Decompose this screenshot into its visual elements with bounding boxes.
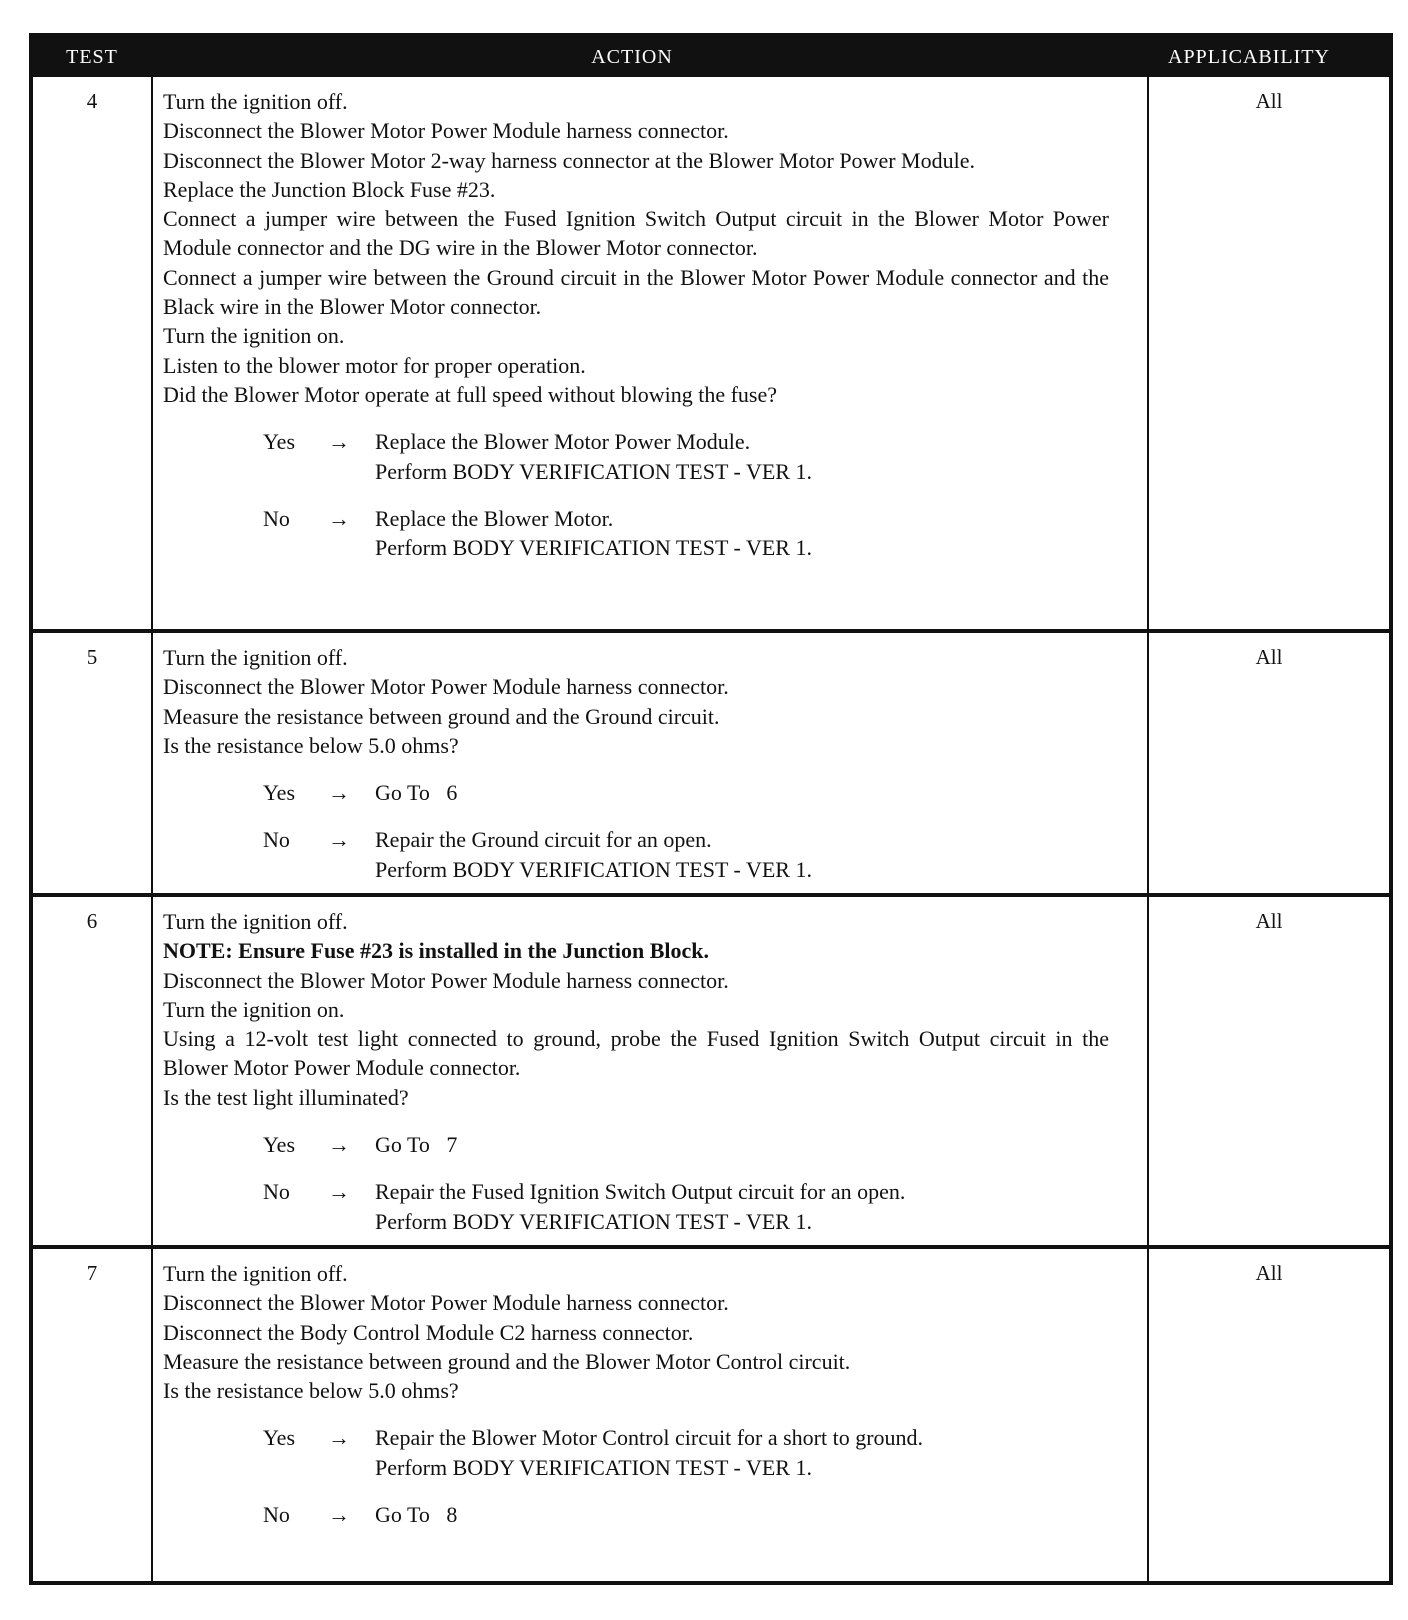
arrow-icon: → [328,505,350,531]
applicability: All [1255,89,1283,113]
yes-branch [163,427,1109,486]
test-number: 7 [86,1261,98,1285]
result-line: Repair the Ground circuit for an open. [375,827,712,853]
diagnostic-test-table [29,33,1393,1585]
step: Turn the ignition off. [163,909,348,934]
step: Turn the ignition on. [163,996,345,1022]
result-line: Perform BODY VERIFICATION TEST - VER 1. [375,458,812,484]
yes-branch [163,1130,1109,1159]
step: Disconnect the Blower Motor Power Module harness connector. [163,967,729,993]
result-line: Perform BODY VERIFICATION TEST - VER 1. [375,535,812,561]
step: Disconnect the Blower Motor Power Module harness connector. [163,1290,729,1316]
step: Turn the ignition off. [163,645,348,670]
header-applicability: APPLICABILITY [1168,46,1330,68]
note-step: NOTE: Ensure Fuse #23 is installed in the Junction Block. [163,938,710,964]
result-line: Perform BODY VERIFICATION TEST - VER 1. [375,856,812,882]
step: Listen to the blower motor for proper operation. [163,352,586,378]
yes-label: Yes [263,429,296,455]
result-line: Go To 7 [375,1132,458,1158]
arrow-icon: → [328,780,350,806]
yes-label: Yes [263,780,296,806]
step: Turn the ignition on. [163,323,345,349]
applicability: All [1255,1261,1283,1285]
step: Measure the resistance between ground and the Ground circuit. [163,703,720,729]
arrow-icon: → [328,1425,350,1451]
result-line: Replace the Blower Motor. [375,505,614,531]
header-test: TEST [66,46,118,68]
arrow-icon: → [328,1502,350,1528]
step: Connect a jumper wire between the Ground circuit in the Blower Motor Power Module connector and the Black wire in the Blower Motor connector. [163,264,1109,320]
yes-branch [163,778,1109,807]
test-row-4 [33,77,1389,633]
action-text [163,907,1109,1236]
action-text [163,643,1109,884]
no-label: No [263,505,290,531]
result-line: Replace the Blower Motor Power Module. [375,429,751,455]
arrow-icon: → [328,1132,350,1158]
no-branch [163,504,1109,563]
step: Is the resistance below 5.0 ohms? [163,732,459,758]
no-branch [163,825,1109,884]
action-text [163,1259,1109,1529]
step: Replace the Junction Block Fuse #23. [163,176,496,202]
test-row-5 [33,633,1389,897]
test-row-6 [33,897,1389,1249]
yes-label: Yes [263,1132,296,1158]
no-branch [163,1500,1109,1529]
result-line: Go To 6 [375,780,458,806]
arrow-icon: → [328,827,350,853]
yes-label: Yes [263,1425,296,1451]
step: Using a 12-volt test light connected to ground, probe the Fused Ignition Switch Output circuit in the Blower Motor Power Module connector. [163,1026,1109,1081]
no-label: No [263,827,290,853]
step: Connect a jumper wire between the Fused Ignition Switch Output circuit in the Blower Motor Power Module connector and the DG wire in the Blower Motor connector. [163,206,1109,261]
test-number: 6 [86,909,98,933]
test-number: 4 [86,89,98,113]
arrow-icon: → [328,429,350,455]
step: Disconnect the Blower Motor 2-way harness connector at the Blower Motor Power Module. [163,147,975,173]
yes-branch [163,1423,1109,1482]
applicability: All [1255,909,1283,933]
step: Is the resistance below 5.0 ohms? [163,1378,459,1404]
step: Disconnect the Blower Motor Power Module harness connector. [163,674,729,700]
test-number: 5 [86,645,98,669]
test-row-7 [33,1249,1389,1581]
result-line: Perform BODY VERIFICATION TEST - VER 1. [375,1208,812,1234]
step: Disconnect the Body Control Module C2 harness connector. [163,1319,694,1345]
step: Disconnect the Blower Motor Power Module harness connector. [163,118,729,144]
result-line: Repair the Blower Motor Control circuit for a short to ground. [375,1425,924,1451]
result-line: Perform BODY VERIFICATION TEST - VER 1. [375,1454,812,1480]
result-line: Repair the Fused Ignition Switch Output circuit for an open. [375,1179,906,1205]
no-label: No [263,1502,290,1528]
step: Turn the ignition off. [163,89,348,114]
action-text [163,87,1109,562]
result-line: Go To 8 [375,1502,458,1528]
step: Turn the ignition off. [163,1261,348,1286]
step: Measure the resistance between ground and the Blower Motor Control circuit. [163,1348,851,1374]
arrow-icon: → [328,1179,350,1205]
step: Did the Blower Motor operate at full speed without blowing the fuse? [163,381,778,407]
header-action: ACTION [591,46,673,68]
applicability: All [1255,645,1283,669]
step: Is the test light illuminated? [163,1084,409,1110]
no-label: No [263,1179,290,1205]
no-branch [163,1177,1109,1236]
table-header [33,37,1389,77]
